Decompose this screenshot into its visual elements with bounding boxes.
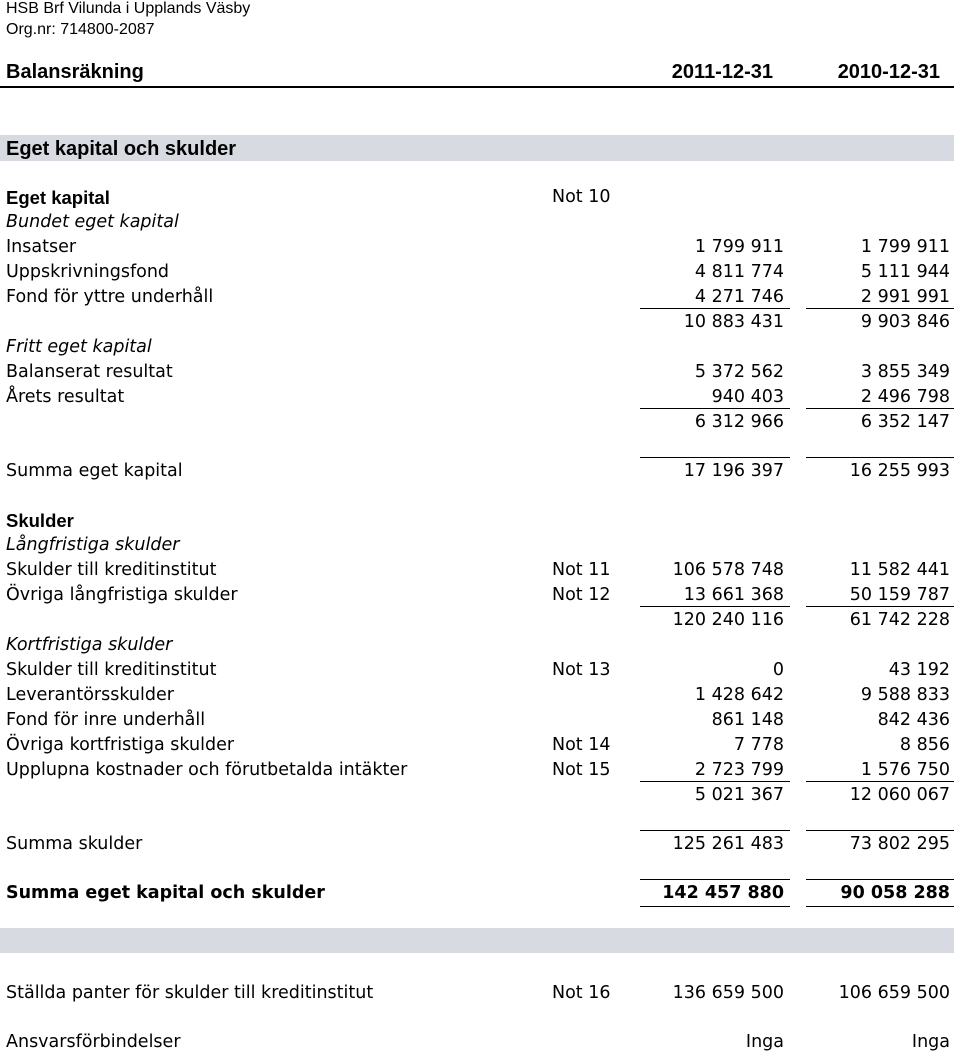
row-label: Långfristiga skulder [6, 535, 180, 555]
value-2010: 73 802 295 [849, 834, 950, 854]
note-ref: Not 15 [552, 760, 611, 780]
table-row [0, 881, 954, 906]
total-rule [806, 457, 954, 458]
table-row [0, 508, 954, 533]
table-row [0, 459, 954, 484]
note-ref: Not 11 [552, 560, 611, 580]
total-rule [806, 308, 954, 309]
value-2010: 8 856 [899, 735, 950, 755]
row-label: Övriga kortfristiga skulder [6, 735, 235, 755]
table-row [0, 658, 954, 683]
table-row [0, 1030, 954, 1055]
value-2010: 2 991 991 [860, 287, 950, 307]
table-row [0, 981, 954, 1006]
value-2011: 120 240 116 [672, 610, 784, 630]
value-2011: 4 271 746 [694, 287, 784, 307]
row-label: Summa eget kapital [6, 461, 183, 481]
total-rule [640, 606, 790, 607]
value-2011: Inga [745, 1032, 784, 1052]
row-label: Ställda panter för skulder till kreditinstitut [6, 983, 374, 1003]
table-row [0, 708, 954, 733]
column-header-2010: 2010-12-31 [837, 61, 940, 83]
row-label: Övriga långfristiga skulder [6, 585, 238, 605]
value-2010: 16 255 993 [849, 461, 950, 481]
row-label: Uppskrivningsfond [6, 262, 170, 282]
note-ref: Not 14 [552, 735, 611, 755]
value-2010: 43 192 [888, 660, 950, 680]
row-label: Skulder till kreditinstitut [6, 660, 217, 680]
value-2011: 4 811 774 [694, 262, 784, 282]
table-row [0, 285, 954, 310]
total-rule [640, 457, 790, 458]
table-row [0, 633, 954, 658]
table-row [0, 683, 954, 708]
total-rule [806, 906, 954, 907]
table-row [0, 583, 954, 608]
value-2010: 1 576 750 [860, 760, 950, 780]
value-2010: 11 582 441 [849, 560, 950, 580]
total-rule [640, 408, 790, 409]
total-rule [640, 906, 790, 907]
table-row [0, 410, 954, 435]
total-rule [806, 781, 954, 782]
value-2010: Inga [911, 1032, 950, 1052]
value-2011: 1 799 911 [694, 237, 784, 257]
total-rule [806, 606, 954, 607]
value-2011: 7 778 [733, 735, 784, 755]
value-2011: 142 457 880 [662, 883, 784, 903]
value-2011: 125 261 483 [672, 834, 784, 854]
table-row [0, 385, 954, 410]
value-2011: 10 883 431 [683, 312, 784, 332]
table-row [0, 783, 954, 808]
value-2010: 842 436 [877, 710, 950, 730]
table-row [0, 210, 954, 235]
row-label: Fond för inre underhåll [6, 710, 206, 730]
value-2011: 17 196 397 [683, 461, 784, 481]
value-2011: 136 659 500 [672, 983, 784, 1003]
value-2010: 106 659 500 [838, 983, 950, 1003]
table-row [0, 832, 954, 857]
value-2010: 9 588 833 [860, 685, 950, 705]
table-row [0, 558, 954, 583]
column-header-2011: 2011-12-31 [671, 61, 773, 83]
organization-number: Org.nr: 714800-2087 [6, 21, 155, 38]
section-band [0, 135, 954, 161]
row-label: Bundet eget kapital [6, 212, 179, 232]
note-ref: Not 16 [552, 983, 611, 1003]
total-rule [640, 879, 790, 880]
separator-band [0, 928, 954, 953]
row-label: Leverantörsskulder [6, 685, 174, 705]
row-label: Skulder [6, 510, 74, 531]
value-2010: 12 060 067 [849, 785, 950, 805]
total-rule [806, 408, 954, 409]
value-2010: 5 111 944 [860, 262, 950, 282]
value-2011: 13 661 368 [683, 585, 784, 605]
value-2011: 5 021 367 [694, 785, 784, 805]
total-rule [806, 830, 954, 831]
table-row [0, 335, 954, 360]
note-ref: Not 13 [552, 660, 611, 680]
row-label: Insatser [6, 237, 77, 257]
value-2010: 9 903 846 [860, 312, 950, 332]
row-label: Årets resultat [6, 387, 125, 407]
note-ref: Not 12 [552, 585, 611, 605]
organization-name: HSB Brf Vilunda i Upplands Väsby [6, 0, 251, 17]
statement-title: Balansräkning [6, 61, 144, 83]
row-label: Summa skulder [6, 834, 143, 854]
row-label: Fritt eget kapital [6, 337, 152, 357]
table-row [0, 608, 954, 633]
table-row [0, 235, 954, 260]
total-rule [640, 781, 790, 782]
row-label: Balanserat resultat [6, 362, 173, 382]
value-2010: 2 496 798 [860, 387, 950, 407]
table-row [0, 733, 954, 758]
row-label: Fond för yttre underhåll [6, 287, 214, 307]
row-label: Kortfristiga skulder [6, 635, 173, 655]
table-row [0, 260, 954, 285]
value-2011: 106 578 748 [672, 560, 784, 580]
table-row [0, 758, 954, 783]
row-label: Eget kapital [6, 187, 110, 208]
table-row [0, 185, 954, 210]
row-label: Upplupna kostnader och förutbetalda intäkter [6, 760, 408, 780]
row-label: Summa eget kapital och skulder [6, 883, 325, 903]
table-row [0, 533, 954, 558]
value-2011: 1 428 642 [694, 685, 784, 705]
total-rule [640, 830, 790, 831]
value-2010: 1 799 911 [860, 237, 950, 257]
note-ref: Not 10 [552, 187, 611, 207]
total-rule [640, 308, 790, 309]
value-2011: 6 312 966 [694, 412, 784, 432]
row-label: Ansvarsförbindelser [6, 1032, 181, 1052]
row-label: Skulder till kreditinstitut [6, 560, 217, 580]
value-2010: 90 058 288 [840, 883, 950, 903]
table-row [0, 360, 954, 385]
value-2010: 3 855 349 [860, 362, 950, 382]
value-2011: 0 [772, 660, 784, 680]
total-rule [806, 879, 954, 880]
value-2010: 6 352 147 [860, 412, 950, 432]
value-2011: 5 372 562 [694, 362, 784, 382]
section-title: Eget kapital och skulder [6, 138, 237, 160]
table-row [0, 310, 954, 335]
value-2010: 50 159 787 [849, 585, 950, 605]
statement-header [0, 60, 954, 88]
value-2011: 861 148 [711, 710, 784, 730]
value-2010: 61 742 228 [849, 610, 950, 630]
value-2011: 2 723 799 [694, 760, 784, 780]
value-2011: 940 403 [711, 387, 784, 407]
